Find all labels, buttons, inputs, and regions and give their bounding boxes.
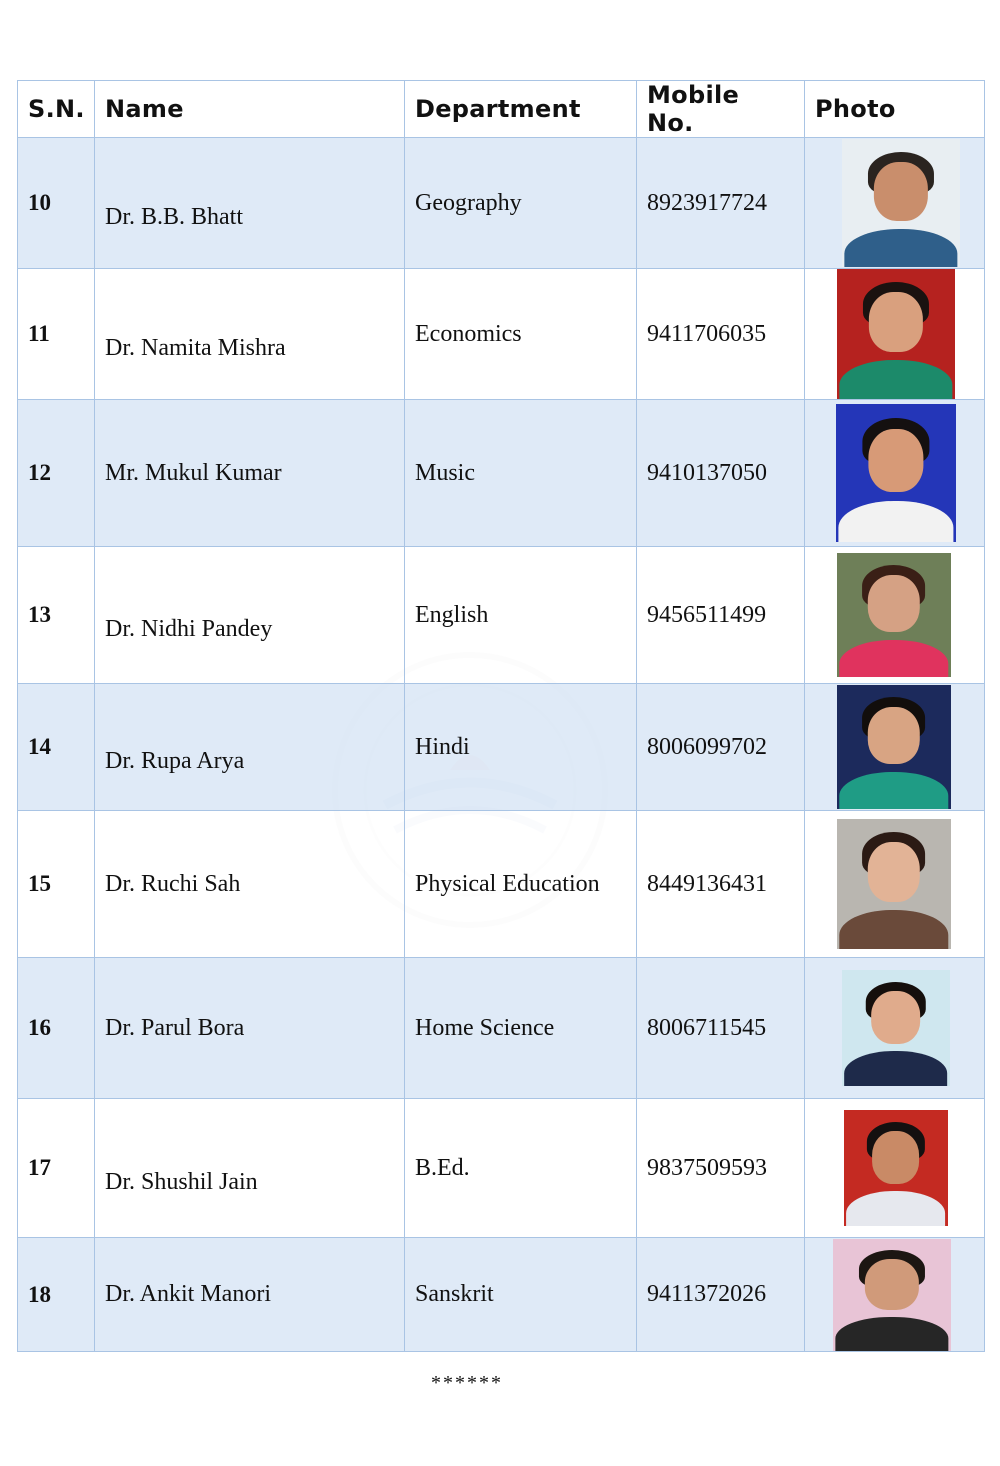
serial-number: 12 <box>28 460 51 485</box>
serial-number-cell <box>18 684 95 811</box>
photo-torso <box>839 640 948 677</box>
faculty-name: Dr. B.B. Bhatt <box>105 203 244 230</box>
faculty-name-cell <box>95 811 405 958</box>
department-cell <box>405 138 637 269</box>
header-photo: Photo <box>805 81 985 138</box>
department-cell <box>405 269 637 400</box>
photo-torso <box>846 1191 946 1226</box>
table-row <box>18 400 985 547</box>
mobile-number: 9411372026 <box>647 1281 767 1307</box>
photo-face <box>867 575 919 632</box>
header-name: Name <box>95 81 405 138</box>
mobile-number-cell <box>637 958 805 1099</box>
photo-cell <box>805 684 985 811</box>
photo-torso <box>844 229 957 267</box>
faculty-name: Mr. Mukul Kumar <box>105 459 282 486</box>
header-mobile: Mobile No. <box>637 81 805 138</box>
faculty-name: Dr. Nidhi Pandey <box>105 615 273 642</box>
department-cell <box>405 547 637 684</box>
table-row <box>18 958 985 1099</box>
faculty-name-cell <box>95 269 405 400</box>
photo-cell <box>805 1238 985 1352</box>
faculty-name: Dr. Ruchi Sah <box>105 870 241 897</box>
department: Hindi <box>415 733 470 760</box>
faculty-name-cell <box>95 684 405 811</box>
photo-torso <box>835 1317 948 1351</box>
serial-number: 10 <box>28 190 51 215</box>
faculty-name-cell <box>95 547 405 684</box>
serial-number-cell <box>18 547 95 684</box>
mobile-number-cell <box>637 400 805 547</box>
faculty-name: Dr. Ankit Manori <box>105 1281 271 1307</box>
photo-cell <box>805 400 985 547</box>
table-row <box>18 269 985 400</box>
faculty-photo <box>842 970 950 1086</box>
photo-cell <box>805 1099 985 1238</box>
photo-face <box>872 1131 920 1184</box>
faculty-name: Dr. Shushil Jain <box>105 1168 258 1195</box>
serial-number: 16 <box>28 1015 51 1040</box>
header-sn: S.N. <box>18 81 95 138</box>
department: Economics <box>415 320 522 347</box>
faculty-name-cell <box>95 958 405 1099</box>
table-row <box>18 811 985 958</box>
table-row <box>18 684 985 811</box>
table-row <box>18 547 985 684</box>
serial-number: 18 <box>28 1281 51 1307</box>
mobile-number: 9410137050 <box>647 459 767 486</box>
faculty-name-cell <box>95 1238 405 1352</box>
photo-cell <box>805 958 985 1099</box>
faculty-name-cell <box>95 138 405 269</box>
faculty-name-cell <box>95 400 405 547</box>
faculty-photo <box>833 1239 951 1351</box>
table-row <box>18 1099 985 1238</box>
mobile-number-cell <box>637 811 805 958</box>
department: English <box>415 601 489 628</box>
serial-number: 17 <box>28 1155 51 1180</box>
table-row <box>18 1238 985 1352</box>
mobile-number: 9456511499 <box>647 601 767 628</box>
faculty-name-cell <box>95 1099 405 1238</box>
serial-number-cell <box>18 1238 95 1352</box>
photo-cell <box>805 547 985 684</box>
serial-number-cell <box>18 400 95 547</box>
serial-number: 13 <box>28 602 51 627</box>
serial-number-cell <box>18 1099 95 1238</box>
department-cell <box>405 958 637 1099</box>
faculty-photo <box>844 1110 948 1226</box>
department-cell <box>405 1099 637 1238</box>
photo-torso <box>844 1051 948 1086</box>
photo-face <box>867 707 919 764</box>
faculty-name: Dr. Rupa Arya <box>105 747 245 774</box>
photo-face <box>867 842 919 902</box>
mobile-number-cell <box>637 1238 805 1352</box>
department: B.Ed. <box>415 1154 470 1181</box>
mobile-number: 8923917724 <box>647 189 767 216</box>
photo-torso <box>839 910 948 949</box>
photo-cell <box>805 269 985 400</box>
faculty-table <box>17 80 985 1352</box>
serial-number: 14 <box>28 734 51 759</box>
photo-cell <box>805 138 985 269</box>
mobile-number: 9411706035 <box>647 320 767 347</box>
department-cell <box>405 684 637 811</box>
header-department: Department <box>405 81 637 138</box>
photo-torso <box>838 501 953 542</box>
department: Music <box>415 459 475 486</box>
photo-face <box>864 1259 918 1311</box>
mobile-number: 8006711545 <box>647 1014 767 1041</box>
faculty-name: Dr. Parul Bora <box>105 1014 245 1041</box>
mobile-number-cell <box>637 684 805 811</box>
mobile-number-cell <box>637 138 805 269</box>
photo-face <box>868 429 923 492</box>
photo-face <box>873 162 927 221</box>
faculty-photo <box>837 685 951 809</box>
faculty-photo <box>836 404 956 542</box>
footer-asterisks: ****** <box>431 1372 503 1394</box>
photo-torso <box>839 360 952 399</box>
photo-face <box>868 292 922 352</box>
photo-face <box>871 991 921 1044</box>
faculty-photo <box>842 139 960 267</box>
department: Home Science <box>415 1014 555 1041</box>
table-header-row <box>18 81 985 138</box>
department: Geography <box>415 189 522 216</box>
serial-number: 15 <box>28 871 51 896</box>
mobile-number-cell <box>637 547 805 684</box>
mobile-number: 8449136431 <box>647 870 767 897</box>
department-cell <box>405 811 637 958</box>
serial-number-cell <box>18 269 95 400</box>
serial-number-cell <box>18 138 95 269</box>
serial-number: 11 <box>28 321 50 346</box>
mobile-number: 9837509593 <box>647 1154 767 1181</box>
photo-cell <box>805 811 985 958</box>
mobile-number-cell <box>637 269 805 400</box>
department-cell <box>405 400 637 547</box>
mobile-number-cell <box>637 1099 805 1238</box>
department: Physical Education <box>415 870 600 897</box>
photo-torso <box>839 772 948 809</box>
department: Sanskrit <box>415 1281 494 1307</box>
faculty-photo <box>837 553 951 677</box>
table-row <box>18 138 985 269</box>
faculty-photo <box>837 269 955 399</box>
faculty-name: Dr. Namita Mishra <box>105 334 286 361</box>
mobile-number: 8006099702 <box>647 733 767 760</box>
faculty-photo <box>837 819 951 949</box>
department-cell <box>405 1238 637 1352</box>
serial-number-cell <box>18 811 95 958</box>
serial-number-cell <box>18 958 95 1099</box>
